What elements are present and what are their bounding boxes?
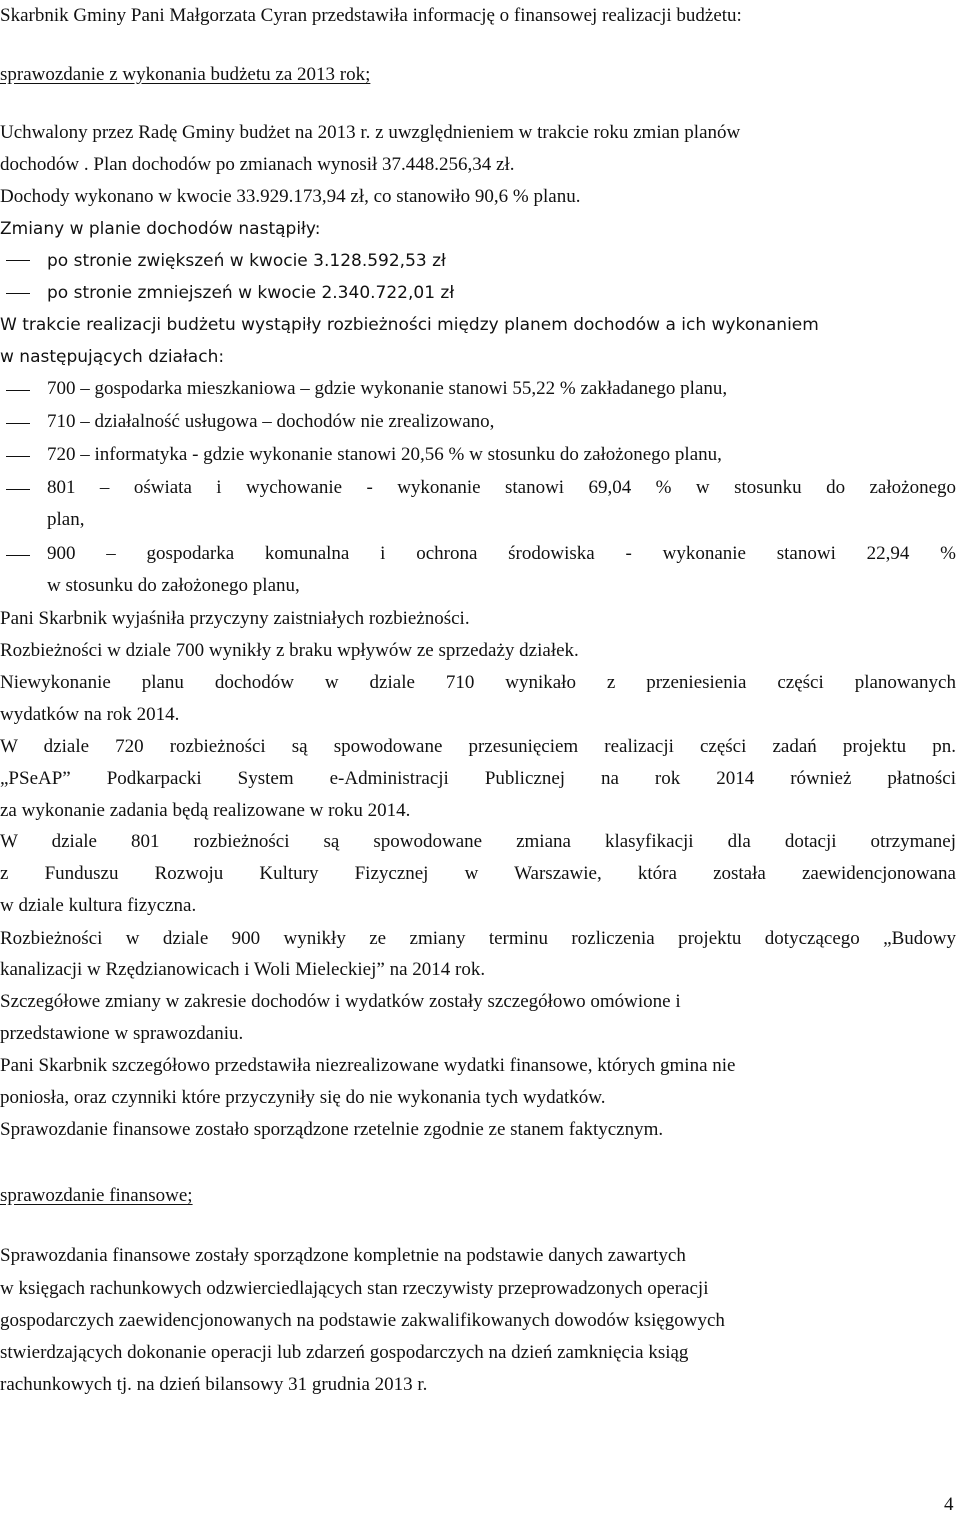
financial-line: stwierdzających dokonanie operacji lub zdarzeń gospodarczych na dzień zamknięcia ksiąg bbox=[0, 1342, 689, 1363]
bullet-dash bbox=[6, 293, 30, 294]
bullet-dash bbox=[6, 390, 30, 391]
intro-line: Skarbnik Gminy Pani Małgorzata Cyran przedstawiła informację o finansowej realizacji budżetu: bbox=[0, 5, 742, 26]
explanation-line: w dziale kultura fizyczna. bbox=[0, 895, 197, 916]
explanation-line: Rozbieżności w dziale 700 wynikły z braku wpływów ze sprzedaży działek. bbox=[0, 640, 579, 661]
discrepancies-intro-1: W trakcie realizacji budżetu wystąpiły rozbieżności między planem dochodów a ich wykonaniem bbox=[0, 315, 819, 335]
financial-line: gospodarczych zaewidencjonowanych na podstawie zakwalifikowanych dowodów księgowych bbox=[0, 1310, 725, 1331]
explanation-line: Niewykonanie planu dochodów w dziale 710 wynikało z przeniesienia części planowanych bbox=[0, 672, 956, 693]
section-heading-financial-report: sprawozdanie finansowe; bbox=[0, 1185, 193, 1206]
explanation-line: Sprawozdanie finansowe zostało sporządzone rzetelnie zgodnie ze stanem faktycznym. bbox=[0, 1119, 664, 1140]
explanation-line: Rozbieżności w dziale 900 wynikły ze zmiany terminu rozliczenia projektu dotyczącego „Budowy bbox=[0, 928, 956, 949]
bullet-dash bbox=[6, 555, 30, 556]
explanation-line: kanalizacji w Rzędzianowicach i Woli Mieleckiej” na 2014 rok. bbox=[0, 959, 486, 980]
income-change-increase: po stronie zwiększeń w kwocie 3.128.592,53 zł bbox=[47, 251, 446, 271]
income-line-3: Dochody wykonano w kwocie 33.929.173,94 zł, co stanowiło 90,6 % planu. bbox=[0, 186, 581, 207]
explanation-line: z Funduszu Rozwoju Kultury Fizycznej w Warszawie, która została zaewidencjonowana bbox=[0, 863, 956, 884]
financial-line: w księgach rachunkowych odzwierciedlających stan rzeczywisty przeprowadzonych operacji bbox=[0, 1278, 709, 1299]
discrepancies-intro-2: w następujących działach: bbox=[0, 347, 225, 367]
explanation-line: poniosła, oraz czynniki które przyczyniły się do nie wykonania tych wydatków. bbox=[0, 1087, 606, 1108]
explanation-line: wydatków na rok 2014. bbox=[0, 704, 180, 725]
list-item-900-cont: w stosunku do założonego planu, bbox=[47, 575, 300, 596]
list-item-710: 710 – działalność usługowa – dochodów nie zrealizowano, bbox=[47, 411, 495, 432]
explanation-line: W dziale 801 rozbieżności są spowodowane zmiana klasyfikacji dla dotacji otrzymanej bbox=[0, 831, 956, 852]
explanation-line: przedstawione w sprawozdaniu. bbox=[0, 1023, 244, 1044]
list-item-900: 900 – gospodarka komunalna i ochrona środowiska - wykonanie stanowi 22,94 % bbox=[47, 543, 956, 564]
income-line-1: Uchwalony przez Radę Gminy budżet na 2013 r. z uwzględnieniem w trakcie roku zmian planów bbox=[0, 122, 741, 143]
explanation-line: Szczegółowe zmiany w zakresie dochodów i wydatków zostały szczegółowo omówione i bbox=[0, 991, 681, 1012]
income-change-decrease: po stronie zmniejszeń w kwocie 2.340.722,01 zł bbox=[47, 283, 455, 303]
financial-line: rachunkowych tj. na dzień bilansowy 31 grudnia 2013 r. bbox=[0, 1374, 428, 1395]
explanation-line: za wykonanie zadania będą realizowane w roku 2014. bbox=[0, 800, 411, 821]
explanation-line: „PSeAP” Podkarpacki System e-Administracji Publicznej na rok 2014 również płatności bbox=[0, 768, 956, 789]
list-item-700: 700 – gospodarka mieszkaniowa – gdzie wykonanie stanowi 55,22 % zakładanego planu, bbox=[47, 378, 728, 399]
list-item-801: 801 – oświata i wychowanie - wykonanie stanowi 69,04 % w stosunku do założonego bbox=[47, 477, 956, 498]
bullet-dash bbox=[6, 489, 30, 490]
income-line-2: dochodów . Plan dochodów po zmianach wynosił 37.448.256,34 zł. bbox=[0, 154, 515, 175]
bullet-dash bbox=[6, 423, 30, 424]
bullet-dash bbox=[6, 260, 30, 261]
list-item-801-cont: plan, bbox=[47, 509, 85, 530]
bullet-dash bbox=[6, 456, 30, 457]
explanation-line: W dziale 720 rozbieżności są spowodowane przesunięciem realizacji części zadań projektu pn. bbox=[0, 736, 956, 757]
income-changes-label: Zmiany w planie dochodów nastąpiły: bbox=[0, 219, 321, 239]
page-number: 4 bbox=[944, 1494, 954, 1515]
financial-line: Sprawozdania finansowe zostały sporządzone kompletnie na podstawie danych zawartych bbox=[0, 1245, 686, 1266]
explanation-line: Pani Skarbnik szczegółowo przedstawiła niezrealizowane wydatki finansowe, których gmina nie bbox=[0, 1055, 736, 1076]
explanation-line: Pani Skarbnik wyjaśniła przyczyny zaistniałych rozbieżności. bbox=[0, 608, 470, 629]
section-heading-budget-report: sprawozdanie z wykonania budżetu za 2013 rok; bbox=[0, 64, 371, 85]
list-item-720: 720 – informatyka - gdzie wykonanie stanowi 20,56 % w stosunku do założonego planu, bbox=[47, 444, 722, 465]
